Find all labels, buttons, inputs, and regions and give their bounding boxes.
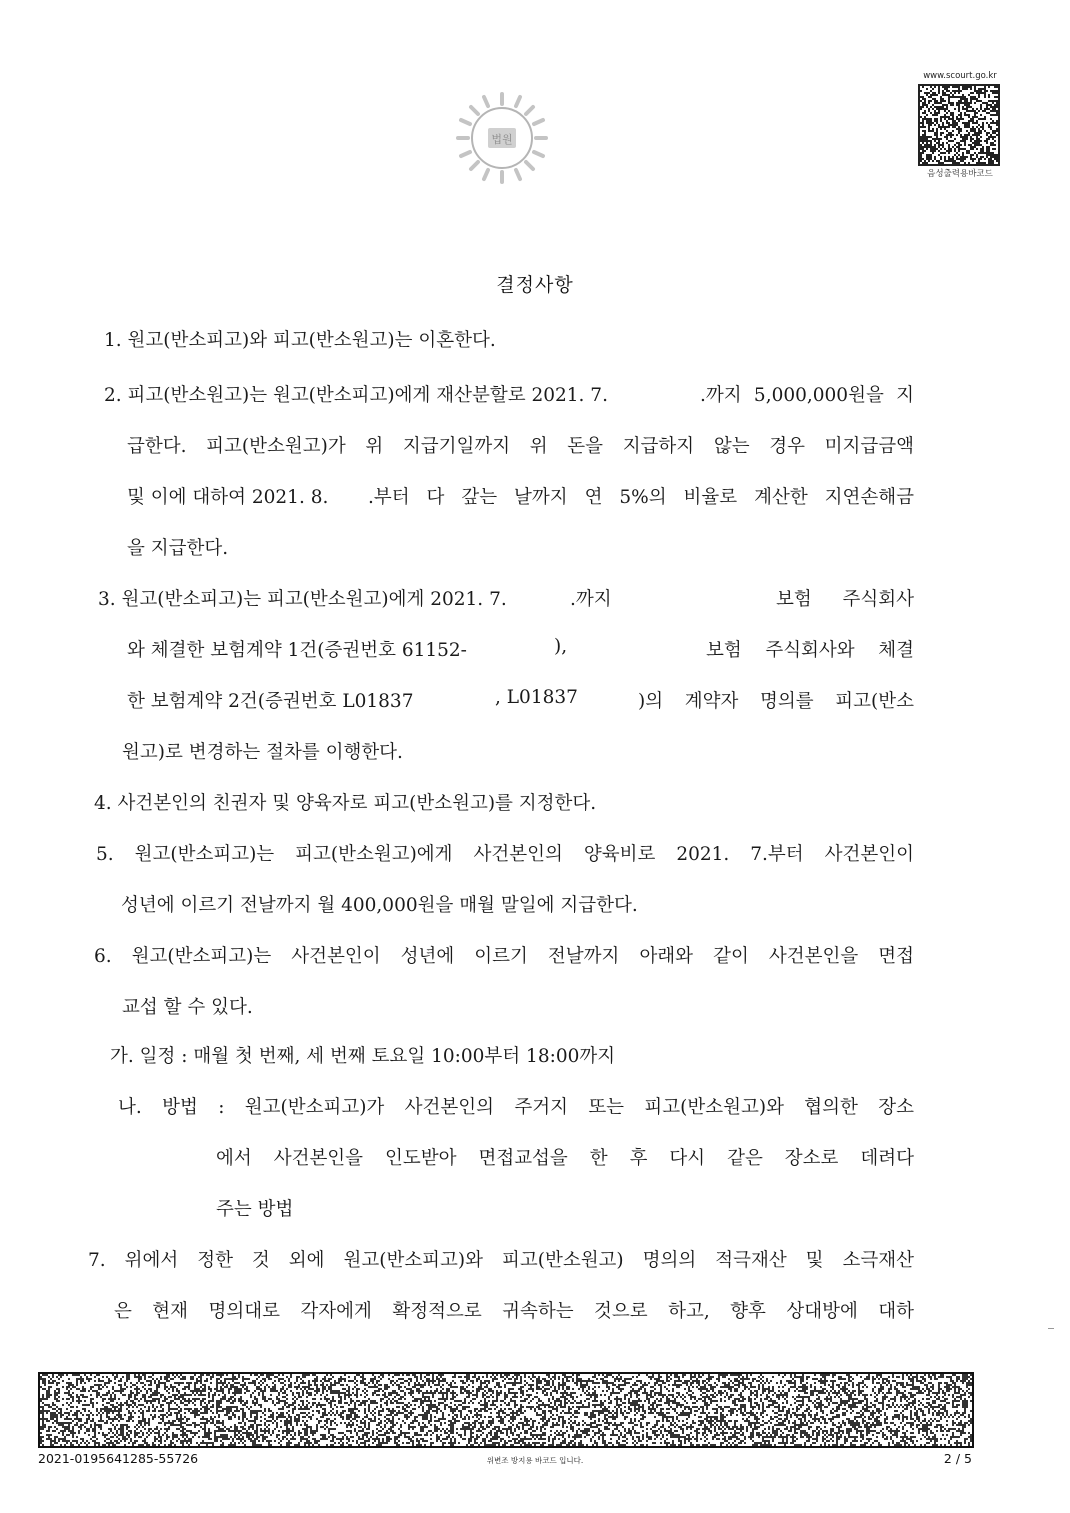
item-7-line-2: 은 현재 명의대로 각자에게 확정적으로 귀속하는 것으로 하고, 향후 상대방에 대하 (114, 1301, 914, 1322)
item-6-method-2: 에서 사건본인을 인도받아 면접교섭을 한 후 다시 같은 장소로 데려다 (216, 1148, 914, 1169)
item-5-line-2: 성년에 이르기 전날까지 월 400,000원을 매월 말일에 지급한다. (121, 895, 638, 916)
qr-code-icon (918, 84, 1000, 166)
item-3-line-1a: 3. 원고(반소피고)는 피고(반소원고)에게 2021. 7. (98, 589, 507, 610)
item-2-line-1b-text: .까지 5,000,000원을 지 (700, 385, 914, 406)
item-3-line-3b: , L01837 (495, 687, 578, 708)
edge-mark (1048, 1328, 1054, 1329)
emblem-text: 법원 (491, 133, 513, 146)
security-barcode-icon (38, 1372, 974, 1448)
item-3-line-3c: )의 계약자 명의를 피고(반소 (638, 691, 914, 712)
barcode-note: 위변조 방지용 바코드 입니다. (486, 1456, 584, 1465)
item-4-line: 4. 사건본인의 친권자 및 양육자로 피고(반소원고)를 지정한다. (94, 793, 597, 814)
item-6-line-2: 교섭 할 수 있다. (122, 997, 253, 1018)
item-3-line-3a: 한 보험계약 2건(증권번호 L01837 (127, 691, 414, 712)
item-2-line-3b: .부터 다 갚는 날까지 연 5%의 비율로 계산한 지연손해금 (368, 487, 914, 508)
item-1-line: 1. 원고(반소피고)와 피고(반소원고)는 이혼한다. (104, 330, 496, 351)
item-3-line-1b: .까지 (570, 589, 612, 610)
item-7-line-1: 7. 위에서 정한 것 외에 원고(반소피고)와 피고(반소원고) 명의의 적극재산 및 소극재산 (88, 1250, 914, 1271)
item-3-line-1c: 보험 주식회사 (776, 589, 914, 610)
item-6-line-1: 6. 원고(반소피고)는 사건본인이 성년에 이르기 전날까지 아래와 같이 사건본인을 면접 (94, 946, 914, 967)
qr-caption: 음성출력용바코드 (927, 169, 993, 179)
section-title: 결정사항 (496, 274, 574, 296)
item-3-line-2c: 보험 주식회사와 체결 (706, 640, 914, 661)
court-emblem-icon (452, 88, 552, 188)
item-6-schedule: 가. 일정 : 매월 첫 번째, 세 번째 토요일 10:00부터 18:00까지 (110, 1046, 616, 1067)
item-2-line-1a: 2. 피고(반소원고)는 원고(반소피고)에게 재산분할로 2021. 7. (104, 385, 608, 406)
item-6-method-3: 주는 방법 (216, 1199, 294, 1220)
item-2-line-2: 급한다. 피고(반소원고)가 위 지급기일까지 위 돈을 지급하지 않는 경우 미지급금액 (127, 436, 914, 457)
item-3-line-4: 원고)로 변경하는 절차를 이행한다. (122, 742, 403, 763)
site-url: www.scourt.go.kr (923, 71, 997, 81)
item-2-line-1b (700, 381, 914, 407)
item-3-line-2b: ), (554, 636, 568, 657)
document-id: 2021-0195641285-55726 (38, 1451, 199, 1466)
item-2-line-3a: 및 이에 대하여 2021. 8. (127, 487, 329, 508)
item-5-line-1: 5. 원고(반소피고)는 피고(반소원고)에게 사건본인의 양육비로 2021. 7.부터 사건본인이 (96, 844, 914, 865)
item-3-line-2a: 와 체결한 보험계약 1건(증권번호 61152- (127, 640, 467, 661)
page-number: 2 / 5 (943, 1451, 972, 1466)
item-2-line-4: 을 지급한다. (127, 538, 229, 559)
item-6-method-1: 나. 방법 : 원고(반소피고)가 사건본인의 주거지 또는 피고(반소원고)와 협의한 장소 (118, 1097, 914, 1118)
